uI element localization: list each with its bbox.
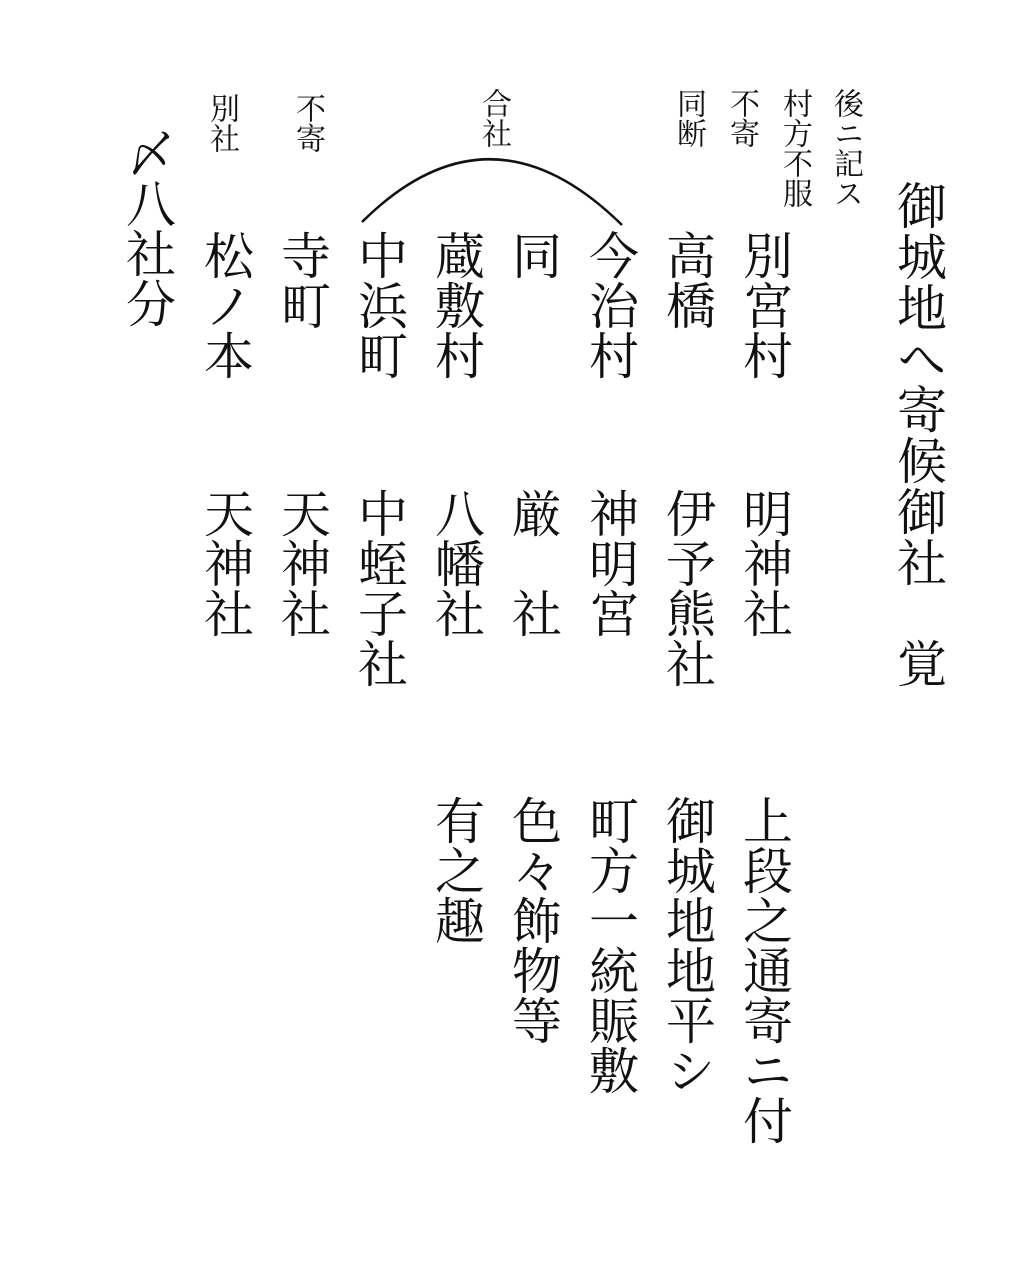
annotation-go-ni-shirusu: 後ニ記ス [828,88,863,208]
shrine-tenjinsha-1: 天神社 [273,488,331,638]
shrine-hachimansha: 八幡社 [427,488,485,638]
place-betsugumura: 別宮村 [735,230,793,380]
remark-iroiro: 色々飾物等 [504,795,562,1045]
title-mark: 覚 [889,638,947,688]
shrine-itsukusha: 厳 社 [504,488,562,638]
remark-jodan: 上段之通寄ニ付 [735,795,793,1145]
place-imabarimura: 今治村 [581,230,639,380]
place-nakahamamachi: 中浜町 [350,230,408,380]
annotation-doudan: 同断 [671,88,706,148]
annotation-fuki-1: 不寄 [724,88,759,148]
place-matsunomoto: 松ノ本 [196,230,254,380]
annotation-murakata-fufuku: 村方不服 [777,88,812,208]
place-takahashi: 高橋 [658,230,716,330]
shrine-tenjinsha-2: 天神社 [196,488,254,638]
shrine-nakaebisusha: 中蛭子社 [350,488,408,688]
remark-machikata: 町方一統賑敷 [581,795,639,1095]
total-count: 〆八社分 [118,128,176,328]
place-onaji: 同 [504,230,562,280]
place-teramachi: 寺町 [273,230,331,330]
document-title: 御城地へ寄候御社 [889,180,947,588]
annotation-bessha: 別社 [204,93,239,153]
shrine-shinmeigu: 神明宮 [581,488,639,638]
place-kurashikimura: 蔵敷村 [427,230,485,380]
remark-goshiro: 御城地地平シ [658,795,716,1095]
shrine-iyokumasha: 伊予熊社 [658,488,716,688]
remark-kore-ari: 有之趣 [427,795,485,945]
annotation-gousha: 合社 [476,88,511,148]
shrine-myojinsha: 明神社 [735,488,793,638]
annotation-fuki-2: 不寄 [290,93,325,153]
